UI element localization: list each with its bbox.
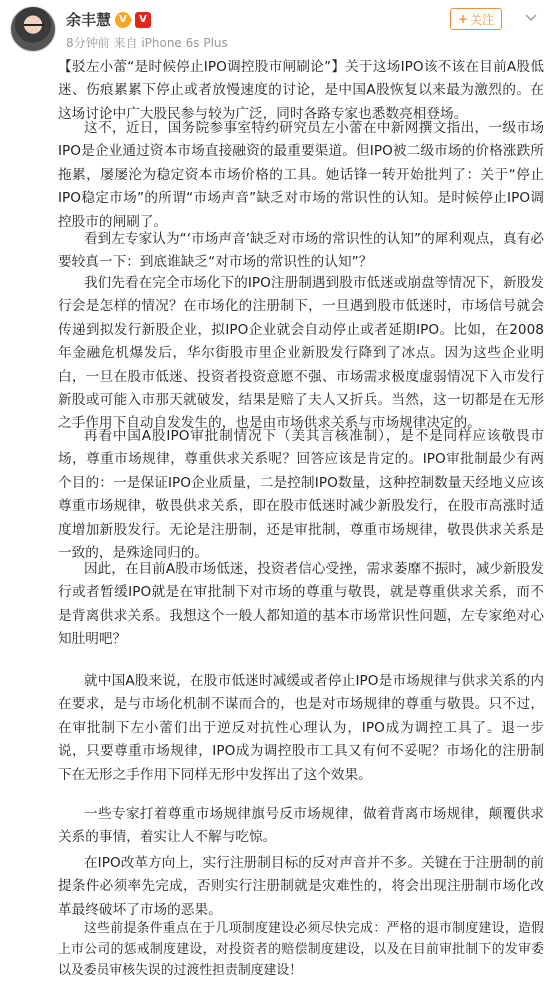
avatar[interactable] [10,6,56,52]
article-paragraph: 我们先看在完全市场化下的IPO注册制遇到股市低迷或崩盘等情况下，新股发行会是怎样的情况？在市场化的注册制下，一旦遇到股市低迷时，市场信号就会传递到拟发行新股企业，拟IPO企业就会自动停止或者延期IPO。比如，在2008年金融危机爆发后，华尔街股市里企业新股发行降到了冰点。因为这些企业明白，一旦在股市低迷、投资者投资意愿不强、市场需求极度虚弱情况下入市发行新股或可能入市那天就破发，结果是赔了夫人又折兵。当然，这一切都是在无形之手作用下自动自发发生的，也是由市场供求关系与市场规律决定的。 [58,275,544,432]
article-paragraph: 一些专家打着尊重市场规律旗号反市场规律，做着背离市场规律，颠覆供求关系的事情，着实让人不解与吃惊。 [58,806,544,846]
author-name[interactable]: 余丰慧 [66,11,112,29]
article-paragraph: 就中国A股来说，在股市低迷时减缓或者停止IPO是市场规律与供求关系的内在要求，是与市场化机制不谋而合的，也是对市场规律的尊重与敬畏。只不过，在审批制下左小蕾们出于逆反对抗性心理认为，IPO成为调控工具了。退一步说，只要尊重市场规律，IPO成为调控股市工具又有何不妥呢？市场化的注册制下在无形之手作用下同样无形中发挥出了这个效果。 [58,673,544,783]
post-header [0,0,550,56]
verified-icon: V [135,12,151,28]
follow-button[interactable] [450,8,502,30]
chevron-down-icon[interactable] [522,9,540,27]
source-prefix: 来自 [113,36,138,50]
follow-label: 关注 [470,12,495,27]
post-meta [66,34,228,51]
article-paragraph: 再看中国A股IPO审批制情况下（美其言核准制），是不是同样应该敬畏市场，尊重市场规律，尊重供求关系呢？回答应该是肯定的。IPO审批制最少有两个目的：一是保证IPO企业质量，二是控制IPO数量，这种控制数量天经地义应该尊重市场规律，敬畏供求关系，即在股市低迷时减少新股发行，在股市高涨时适度增加新股发行。无论是注册制，还是审批制，尊重市场规律，敬畏供求关系是一致的，是殊途同归的。 [58,428,544,562]
post-time: 8分钟前 [66,36,110,50]
post-source: iPhone 6s Plus [141,36,228,50]
plus-icon: + [457,12,469,26]
article-paragraph: 这些前提条件重点在于几项制度建设必须尽快完成：严格的退市制度建设，造假上市公司的惩戒制度建设，对投资者的赔偿制度建设，以及在目前审批制下的发审委以及委员审核失误的过渡性担责制度建设！ [58,921,544,978]
article-paragraph: 【驳左小蕾“是时候停止IPO调控股市闸刷论”】关于这场IPO该不该在目前A股低迷、伤痕累累下停止或者放慢速度的讨论，是中国A股恢复以来最为激烈的。在这场讨论中广大股民参与较为广泛，同时各路专家也悉数亮相登场。 [58,59,544,122]
article-paragraph: 在IPO改革方向上，实行注册制目标的反对声音并不多。关键在于注册制的前提条件必须率先完成，否则实行注册制就是灾难性的，将会出现注册制市场化改革最终破坏了市场的恶果。 [58,855,544,918]
article-paragraph: 看到左专家认为“‘市场声音’缺乏对市场的常识性的认知”的犀利观点，真有必要较真一下：到底谁缺乏“对市场的常识性的认知”？ [58,231,544,271]
article-paragraph: 这不，近日，国务院参事室特约研究员左小蕾在中新网撰文指出，一级市场IPO是企业通过资本市场直接融资的最重要渠道。但IPO被二级市场的价格涨跌所拖累，屡屡沦为稳定资本市场价格的工具。她话锋一转开始批判了：关于“停止IPO稳定市场”的所谓“市场声音”缺乏对市场的常识性的认知。是时候停止IPO调控股市的闸刷了。 [58,120,544,230]
article-paragraph: 因此，在目前A股市场低迷，投资者信心受挫，需求萎靡不振时，减少新股发行或者暂缓IPO就是在审批制下对市场的尊重与敬畏，就是尊重供求关系，而不是背离供求关系。我想这个一般人都知道的基本市场常识性问题，左专家绝对心知肚明吧？ [58,561,544,648]
vip-icon: V [115,12,131,28]
author-row [66,9,151,30]
